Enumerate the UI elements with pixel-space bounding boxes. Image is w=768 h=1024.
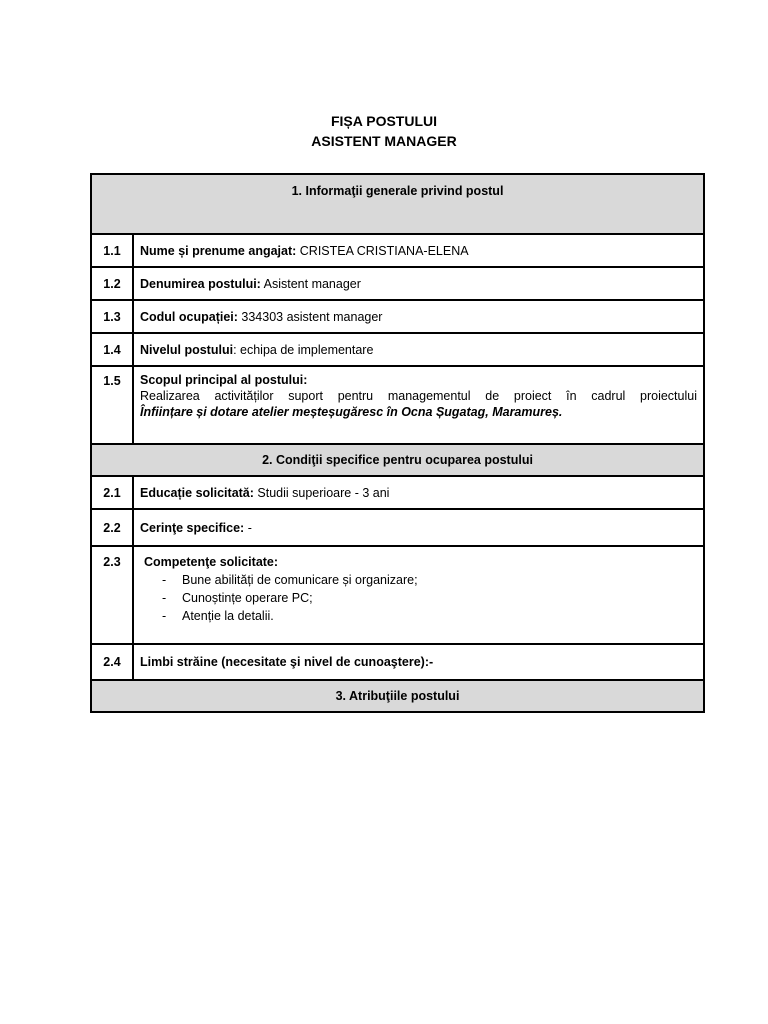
field-value: : echipa de implementare <box>233 342 374 357</box>
table-row <box>91 476 704 509</box>
section-header-2 <box>91 444 704 476</box>
row-number: 1.2 <box>91 267 133 300</box>
list-item: - Cunoștințe operare PC; <box>162 589 697 607</box>
table-row <box>91 300 704 333</box>
project-name: Înființare și dotare atelier meșteșugăresc în Ocna Șugatag, Maramureș. <box>140 405 563 419</box>
field-value: Asistent manager <box>260 276 361 291</box>
document-subtitle: ASISTENT MANAGER <box>311 133 457 149</box>
table-row <box>91 546 704 644</box>
job-level-cell <box>133 333 704 366</box>
document-title: FIȘA POSTULUI <box>330 113 438 129</box>
row-number: 2.2 <box>91 509 133 546</box>
field-label: Limbi străine (necesitate şi nivel de cunoaştere):- <box>140 655 434 669</box>
education-cell <box>133 476 704 509</box>
table-row <box>91 234 704 267</box>
foreign-languages-cell <box>133 644 704 680</box>
table-row <box>91 366 704 444</box>
field-label: Scopul principal al postului: <box>140 373 308 387</box>
job-title-cell <box>133 267 704 300</box>
field-label: Codul ocupației: <box>140 309 238 324</box>
competencies-list <box>140 571 697 625</box>
row-number: 2.1 <box>91 476 133 509</box>
specific-requirements-cell <box>133 509 704 546</box>
row-number: 1.4 <box>91 333 133 366</box>
row-number: 1.1 <box>91 234 133 267</box>
job-purpose-cell <box>133 366 704 444</box>
section-title-3: 3. Atribuţiile postului <box>91 680 704 712</box>
list-item: - Atenție la detalii. <box>162 607 697 625</box>
table-row <box>91 509 704 546</box>
row-number: 2.4 <box>91 644 133 680</box>
section-title-2: 2. Condiţii specifice pentru ocuparea postului <box>91 444 704 476</box>
row-number: 1.3 <box>91 300 133 333</box>
field-label: Educație solicitată: <box>140 485 254 500</box>
field-value: CRISTEA CRISTIANA-ELENA <box>296 243 469 258</box>
row-number: 2.3 <box>91 546 133 644</box>
section-header-1 <box>91 174 704 234</box>
competencies-cell <box>133 546 704 644</box>
table-row <box>91 644 704 680</box>
job-description-table <box>90 173 705 713</box>
employee-name-cell <box>133 234 704 267</box>
field-label: Nivelul postului <box>140 342 234 357</box>
table-row <box>91 333 704 366</box>
occupation-code-cell <box>133 300 704 333</box>
job-purpose-text: Realizarea activităților suport pentru managementul de proiect în cadrul proiectului <box>140 389 697 403</box>
section-header-3 <box>91 680 704 712</box>
field-value: Studii superioare - 3 ani <box>253 485 390 500</box>
field-label: Nume și prenume angajat: <box>140 243 297 258</box>
row-number: 1.5 <box>91 366 133 444</box>
field-value: - <box>244 520 252 535</box>
field-label: Denumirea postului: <box>140 276 261 291</box>
field-value: 334303 asistent manager <box>237 309 383 324</box>
table-row <box>91 267 704 300</box>
field-label: Cerinţe specifice: <box>140 520 245 535</box>
list-item: - Bune abilități de comunicare și organizare; <box>162 571 697 589</box>
section-title-1: 1. Informaţii generale privind postul <box>91 174 704 234</box>
field-label: Competenţe solicitate: <box>144 555 279 569</box>
